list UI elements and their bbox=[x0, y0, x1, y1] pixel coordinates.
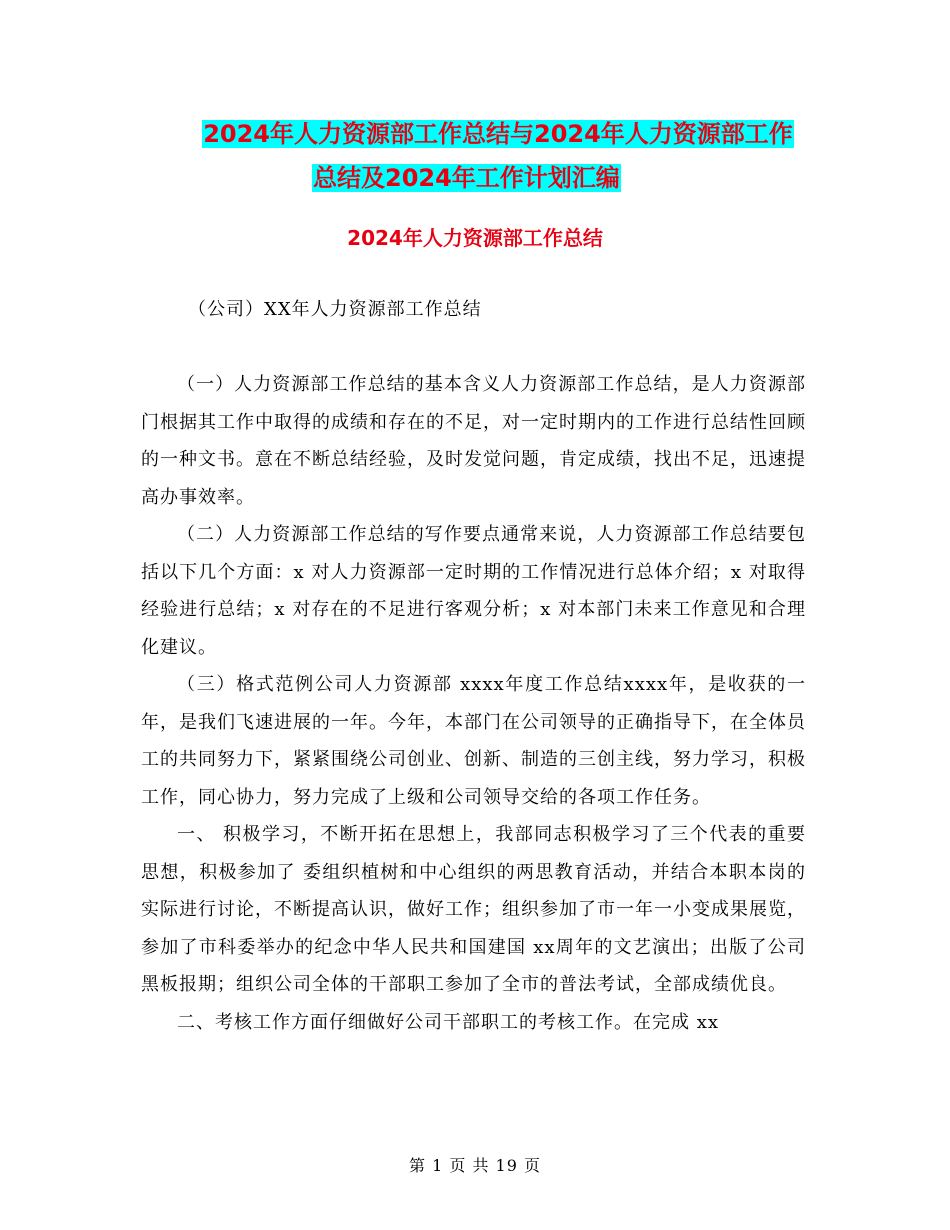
document-body bbox=[141, 366, 806, 1041]
paragraph: 一、 积极学习，不断开拓在思想上，我部同志积极学习了三个代表的重要思想，积极参加了 委组织植树和中心组织的两思教育活动，并结合本职本岗的实际进行讨论，不断提高认识，做好工作；组织参加了市一年一小变成果展览，参加了市科委举办的纪念中华人民共和国建国 xx周年的文艺演出；出版了公司黑板报期；组织公司全体的干部职工参加了全市的普法考试，全部成绩优良。 bbox=[141, 824, 806, 995]
page-footer: 第 1 页 共 19 页 bbox=[409, 1156, 541, 1175]
document-title bbox=[0, 112, 950, 200]
document-title-line-1 bbox=[0, 112, 950, 156]
paragraph: （二）人力资源部工作总结的写作要点通常来说，人力资源部工作总结要包括以下几个方面：x 对人力资源部一定时期的工作情况进行总体介绍；x 对取得经验进行总结；x 对存在的不足进行客观分析；x 对本部门未来工作意见和合理化建议。 bbox=[141, 524, 806, 658]
paragraph: （一）人力资源部工作总结的基本含义人力资源部工作总结，是人力资源部门根据其工作中取得的成绩和存在的不足，对一定时期内的工作进行总结性回顾的一种文书。意在不断总结经验，及时发觉问题，肯定成绩，找出不足，迅速提高办事效率。 bbox=[141, 374, 806, 508]
document-title-line-2 bbox=[0, 156, 950, 200]
title-highlight: 总结及2024年工作计划汇编 bbox=[313, 164, 620, 192]
paragraph: （三）格式范例公司人力资源部 xxxx年度工作总结xxxx年，是收获的一年，是我们飞速进展的一年。今年，本部门在公司领导的正确指导下，在全体员工的共同努力下，紧紧围绕公司创业、创新、制造的三创主线，努力学习，积极工作，同心协力，努力完成了上级和公司领导交给的各项工作任务。 bbox=[141, 674, 806, 808]
section-heading: 2024年人力资源部工作总结 bbox=[347, 226, 603, 250]
title-highlight: 2024年人力资源部工作总结与2024年人力资源部工作 bbox=[203, 120, 793, 148]
subtitle: （公司）XX年人力资源部工作总结 bbox=[188, 299, 482, 320]
paragraph: 二、考核工作方面仔细做好公司干部职工的考核工作。在完成 xx bbox=[177, 1011, 720, 1033]
